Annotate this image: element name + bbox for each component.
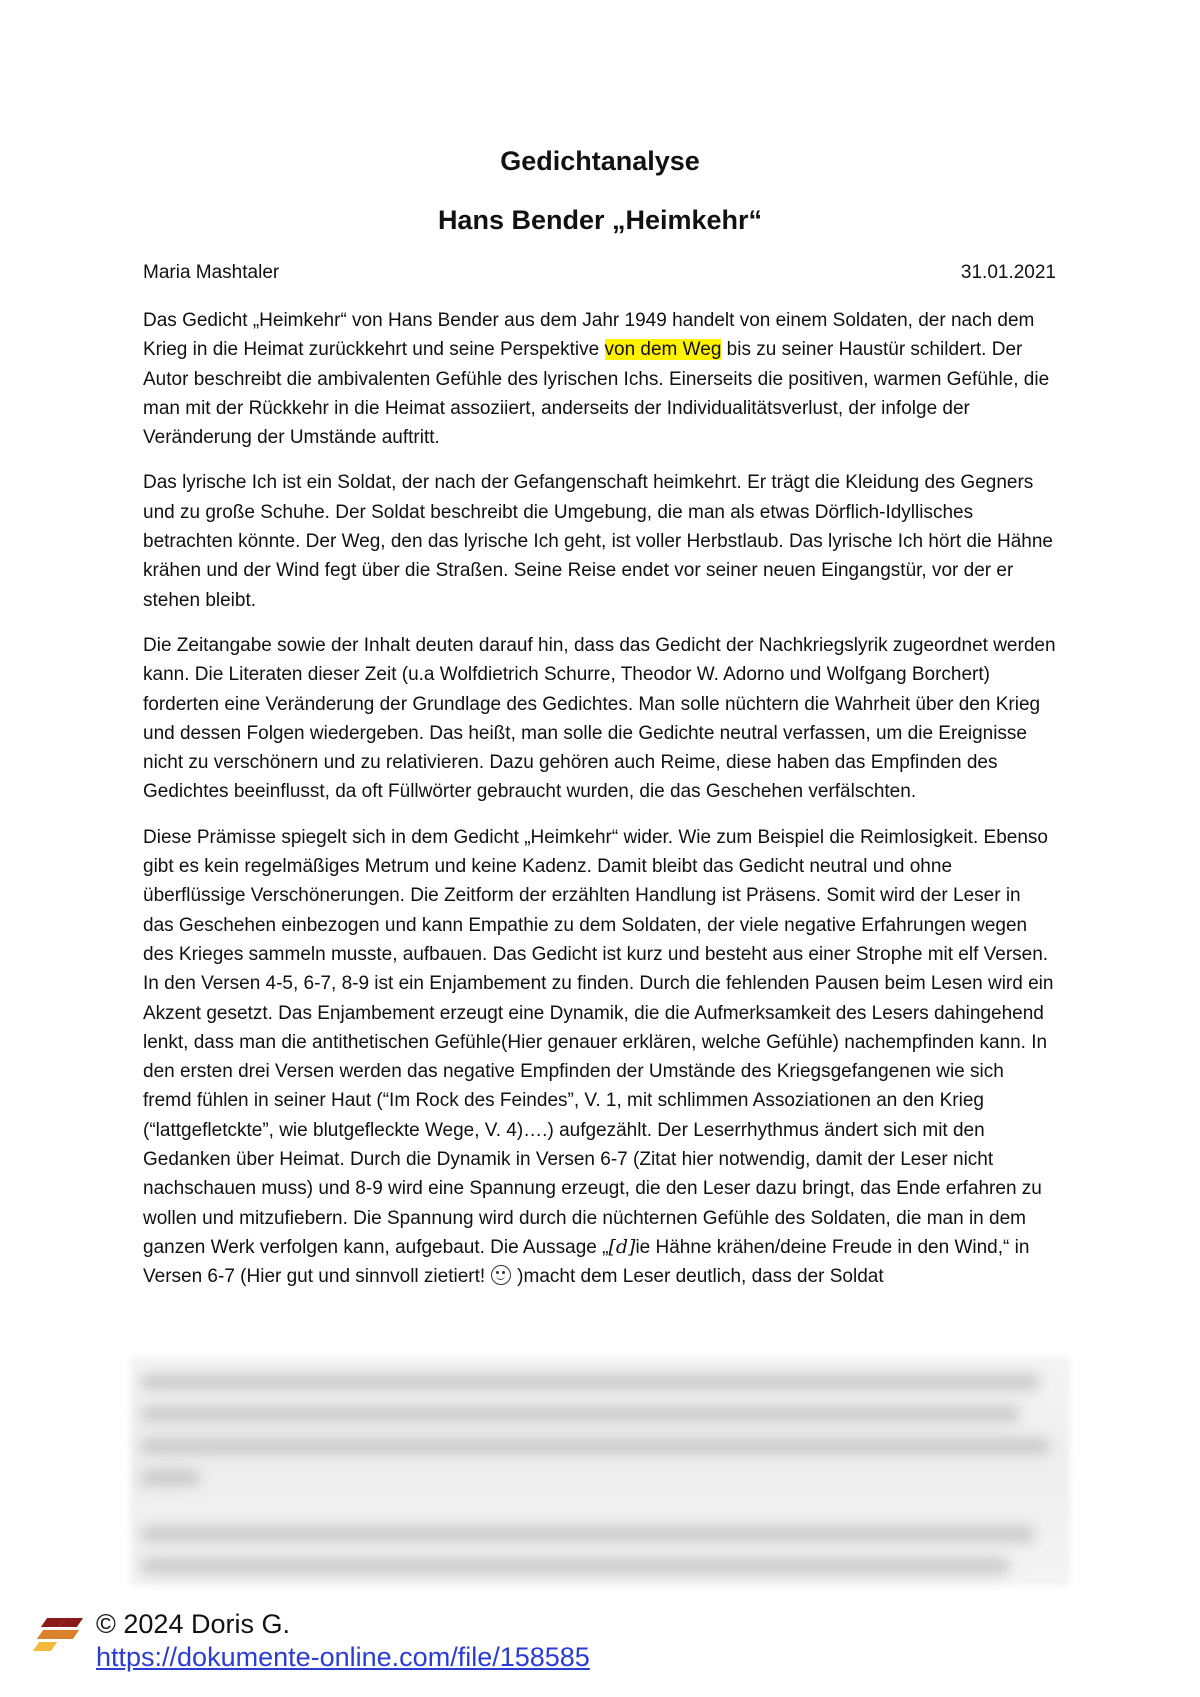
smiling-face-icon [491,1265,511,1285]
paragraph-1 [143,306,1056,452]
footer [36,1608,590,1674]
paragraph-4-text-a: Diese Prämisse spiegelt sich in dem Gedicht „Heimkehr“ wider. Wie zum Beispiel die Reimlosigkeit. Ebenso gibt es kein regelmäßiges Metrum und keine Kadenz. Damit bleibt das Gedicht neutral und ohne überflüssige Verschönerungen. Die Zeitform der erzählten Handlung ist Präsens. Somit wird der Leser in das Geschehen einbezogen und kann Empathie zu dem Soldaten, der viele negative Erfahrungen wegen des Krieges sammeln musste, aufbauen. Das Gedicht ist kurz und besteht aus einer Strophe mit elf Versen. In den Versen 4-5, 6-7, 8-9 ist ein Enjambement zu finden. Durch die fehlenden Pausen beim Lesen wird ein Akzent gesetzt. Das Enjambement erzeugt eine Dynamik, die die Aufmerksamkeit des Lesers dahingehend lenkt, dass man die antithetischen Gefühle(Hier genauer erklären, welche Gefühle) nachempfinden kann. In den ersten drei Versen werden das negative Empfinden der Umstände des Kriegsgefangenen wie sich fremd fühlen in seiner Haut (“Im Rock des Feindes”, V. 1, mit schlimmen Assoziationen an den Krieg (“lattgefletckte”, wie blutgefleckte Wege, V. 4)….) aufgezählt. Der Leserrhythmus ändert sich mit den Gedanken über Heimat. Durch die Dynamik in Versen 6-7 (Zitat hier notwendig, damit der Leser nicht nachschauen muss) und 8-9 wird eine Spannung erzeugt, die den Leser dazu bringt, das Ende erfahren zu wollen und mitzufiebern. Die Spannung wird durch die nüchternen Gefühle des Soldaten, die man in dem ganzen Werk verfolgen kann, aufgebaut. Die Aussage „ [143,826,1054,1258]
footer-text [96,1608,590,1674]
document-date: 31.01.2021 [960,262,1056,283]
highlighted-phrase: von dem Weg [604,339,722,361]
document-meta [143,262,1056,284]
blurred-preview-region [130,1356,1070,1586]
paragraph-4 [143,823,1056,1292]
paragraph-1-text-b: bis zu seiner Haustür schildert. Der Autor beschreibt die ambivalenten Gefühle des lyrischen Ichs. Einerseits die positiven, warmen Gefühle, die man mit der Rückkehr in die Heimat assoziiert, anderseits der Individualitätsverlust, der infolge der Veränderung der Umstände auftritt. [143,339,1050,449]
math-bracket-d: [d] [608,1235,636,1258]
document-body [143,306,1056,1308]
document-title: Gedichtanalyse [500,146,700,176]
paragraph-3: Die Zeitangabe sowie der Inhalt deuten darauf hin, dass das Gedicht der Nachkriegslyrik zugeordnet werden kann. Die Literaten dieser Zeit (u.a Wolfdietrich Schurre, Theodor W. Adorno und Wolfgang Borchert) forderten eine Veränderung der Grundlage des Gedichtes. Man solle nüchtern die Wahrheit über den Krieg und dessen Folgen wiedergeben. Das heißt, man solle die Gedichte neutral verfassen, um die Ereignisse nicht zu verschönern und zu relativieren. Dazu gehören auch Reime, diese haben das Empfinden des Gedichtes beeinflusst, da oft Füllwörter gebraucht wurden, die das Geschehen verfälschten. [143,634,1056,803]
source-link[interactable]: https://dokumente-online.com/file/158585 [96,1642,590,1672]
document-subtitle: Hans Bender „Heimkehr“ [437,205,763,235]
copyright-notice: © 2024 Doris G. [96,1609,290,1639]
paragraph-4-text-c: )macht dem Leser deutlich, dass der Soldat [517,1266,884,1288]
author-name: Maria Mashtaler [143,262,280,283]
paragraph-2: Das lyrische Ich ist ein Soldat, der nach der Gefangenschaft heimkehrt. Er trägt die Kleidung des Gegners und zu große Schuhe. Der Soldat beschreibt die Umgebung, die man als etwas Dörflich-Idyllisches betrachten könnte. Der Weg, den das lyrische Ich geht, ist voller Herbstlaub. Das lyrische Ich hört die Hähne krähen und der Wind fegt über die Straßen. Seine Reise endet vor seiner neuen Eingangstür, vor der er stehen bleibt. [143,472,1053,611]
site-logo-icon [36,1612,84,1662]
paragraph-1-text-a: Das Gedicht „Heimkehr“ von Hans Bender aus dem Jahr 1949 handelt von einem Soldaten, der nach dem Krieg in die Heimat zurückkehrt und seine Perspektive [143,310,1035,361]
paragraph-4-text-b: ie Hähne krähen/deine Freude in den Wind,“ in Versen 6-7 (Hier gut und sinnvoll zietiert! [143,1236,1030,1288]
